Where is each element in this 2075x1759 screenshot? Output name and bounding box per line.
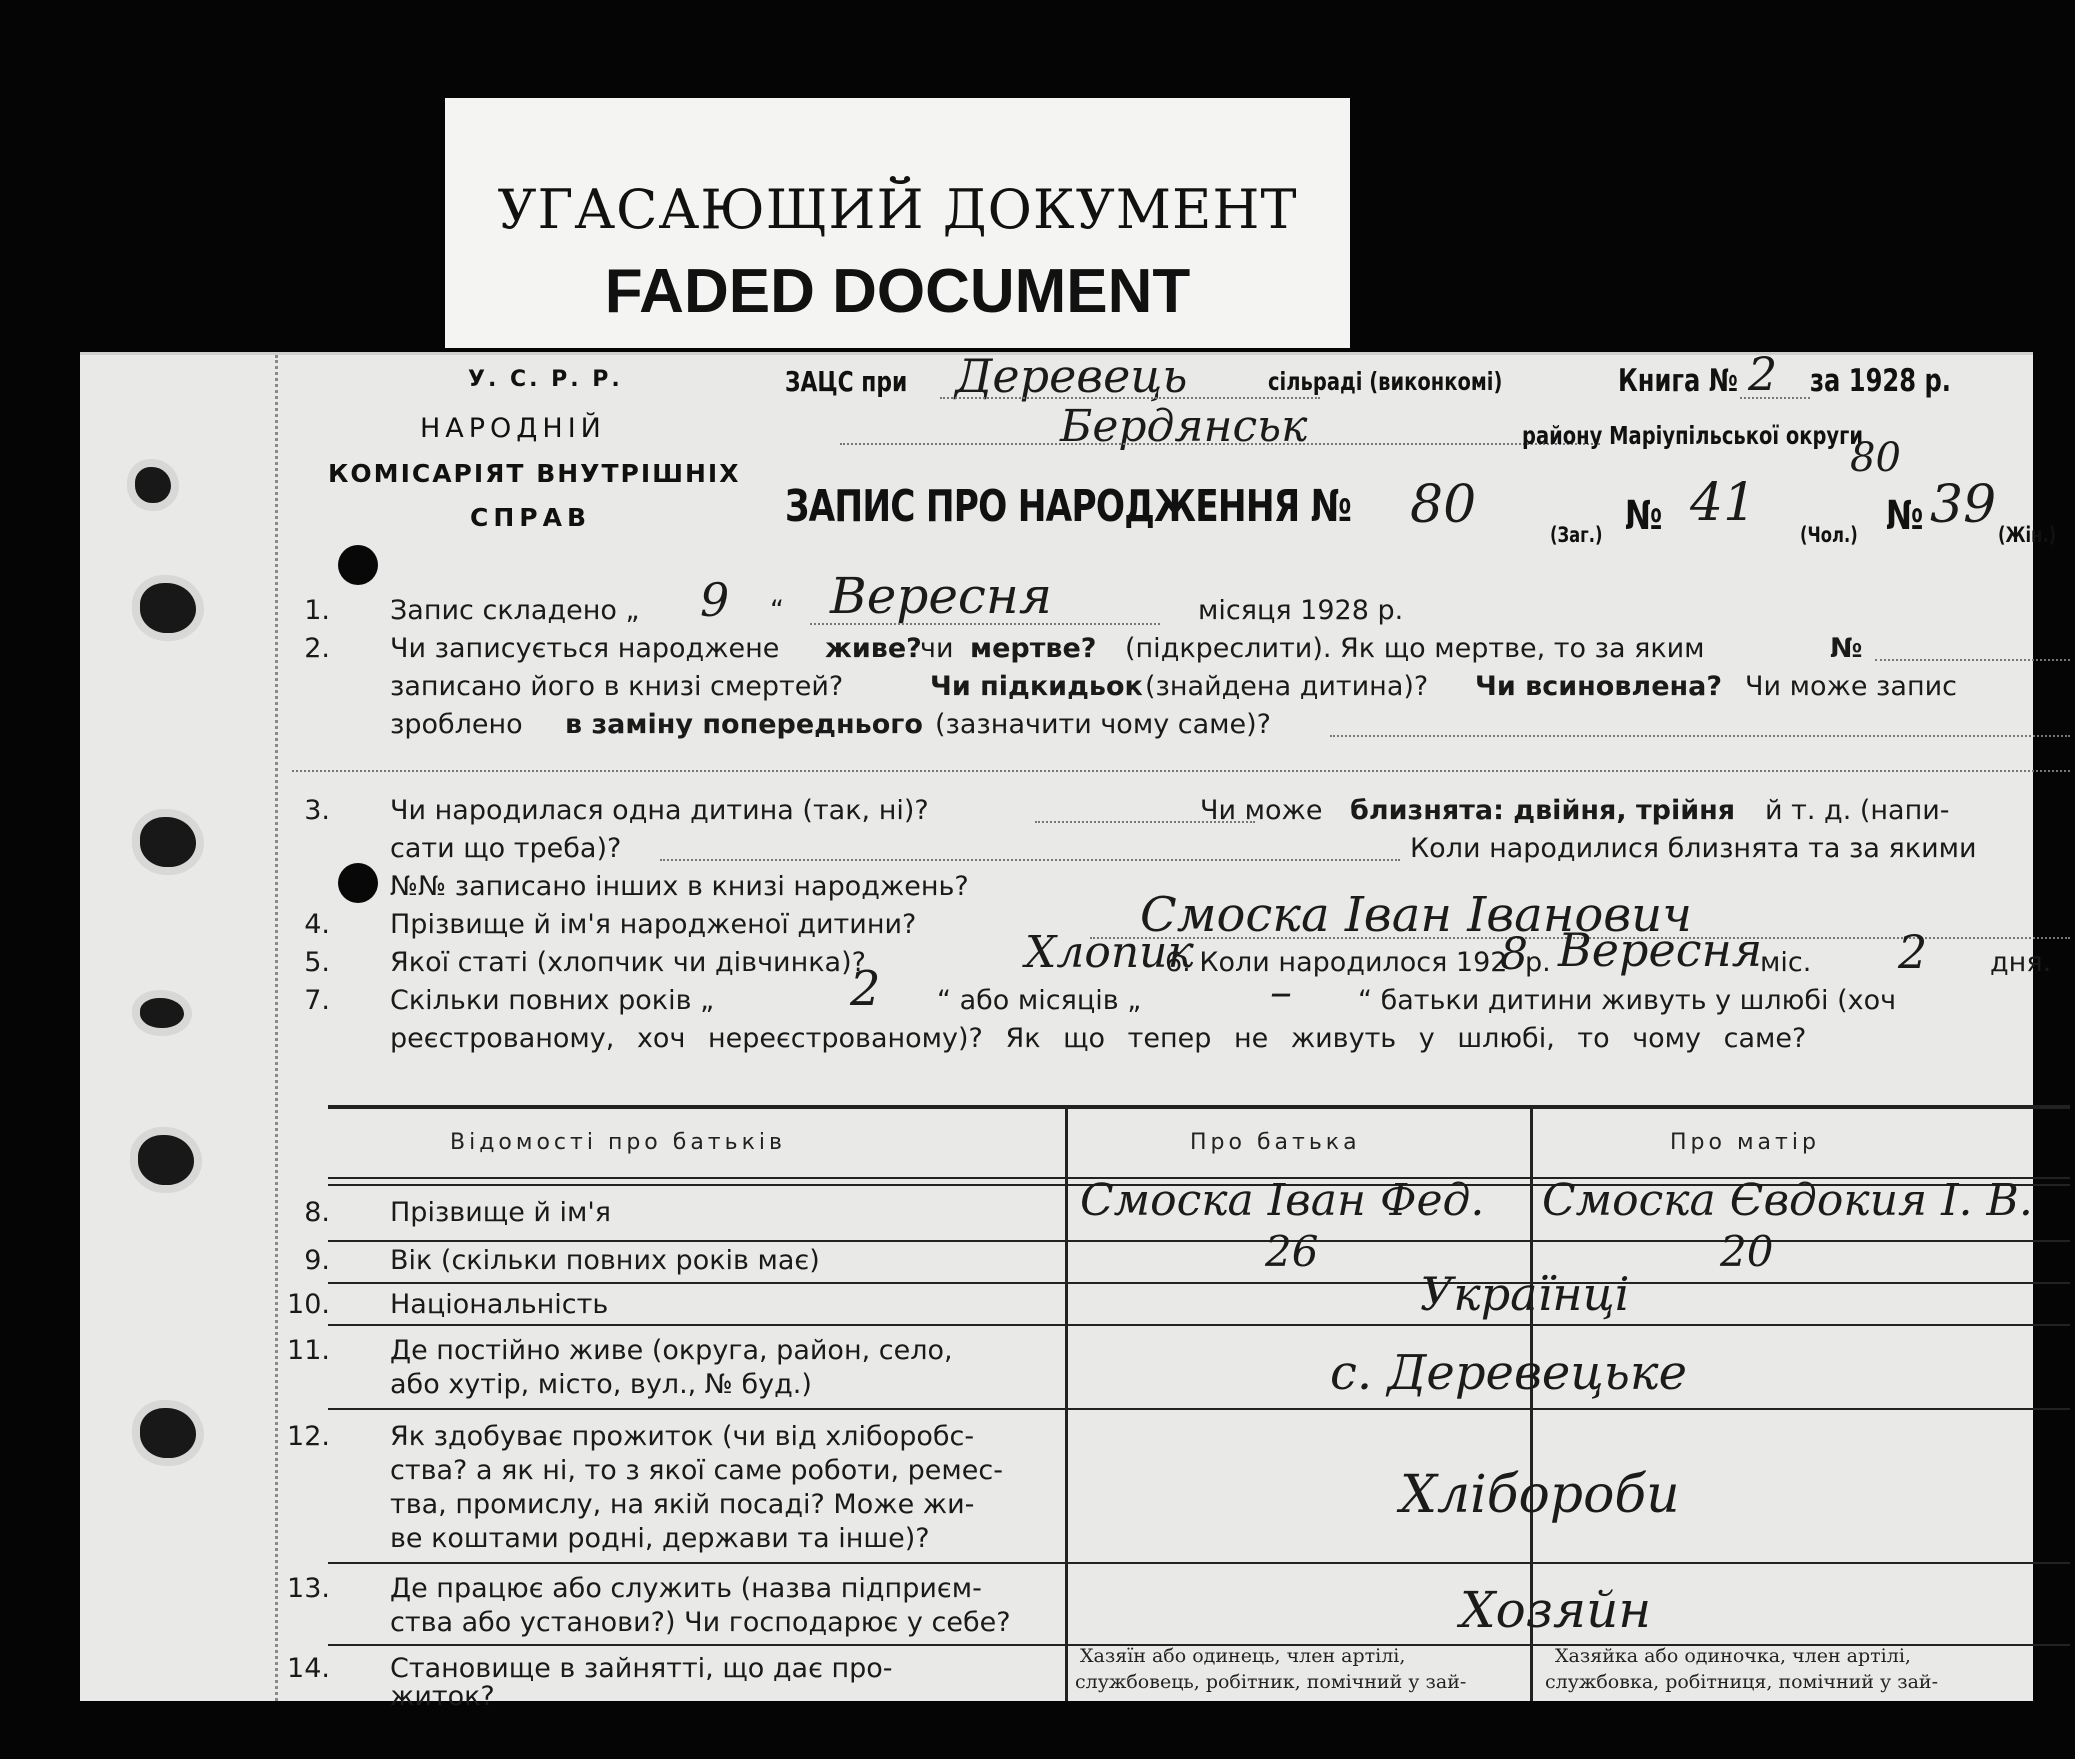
label-russian: УГАСАЮЩИЙ ДОКУМЕНТ: [497, 178, 1298, 241]
row-12-label-2: ства? а як ні, то з якої саме роботи, ремес-: [390, 1455, 1003, 1486]
commissariat-line-1: НАРОДНІЙ: [420, 413, 606, 444]
row-14-label-2: житок?: [390, 1681, 495, 1712]
father-age-handwritten: 26: [1265, 1227, 1319, 1276]
commissariat-line-3: СПРАВ: [470, 503, 591, 532]
father-name-handwritten: Смоска Іван Фед.: [1080, 1175, 1485, 1226]
q5-text: Якої статі (хлопчик чи дівчинка)?: [390, 947, 866, 978]
q2-number: 2.: [304, 633, 330, 664]
table-header-parents: Відомості про батьків: [450, 1130, 786, 1155]
q1-suffix: місяця 1928 р.: [1198, 595, 1404, 626]
q2-line1-a: Чи записується народжене: [390, 633, 780, 664]
republic-label: У. С. Р. Р.: [468, 367, 623, 392]
q6-day-suffix: дня.: [1990, 947, 2052, 978]
district-handwritten: Бердянськ: [1060, 401, 1308, 452]
male-number-handwritten: 41: [1690, 473, 1757, 533]
table-header-father: Про батька: [1190, 1130, 1361, 1155]
row-9-number: 9.: [304, 1245, 330, 1276]
row-12-number: 12.: [287, 1421, 330, 1452]
q7-line1-a: Скільки повних років „: [390, 985, 715, 1016]
q2-line2-e: Чи може запис: [1745, 671, 1957, 702]
q2-no-sign: №: [1830, 633, 1863, 664]
q3-blank-2: [660, 859, 1400, 861]
q3-line2-a: сати що треба)?: [390, 833, 622, 864]
q6-month-handwritten: Вересня: [1558, 923, 1763, 977]
q7-number: 7.: [304, 985, 330, 1016]
q6-day-handwritten: 2: [1898, 925, 1928, 979]
nationality-handwritten: Українці: [1420, 1267, 1630, 1321]
q4-child-name-handwritten: Смоска Іван Іванович: [1140, 887, 1692, 943]
row-rule: [328, 1324, 2070, 1326]
q1-day-handwritten: 9: [700, 573, 730, 627]
female-label: (Жін.): [1998, 523, 2057, 547]
q1-blank: [810, 623, 1160, 625]
q1-month-handwritten: Вересня: [830, 567, 1052, 625]
q6-year-suffix: р.: [1525, 947, 1551, 978]
q3-line1-b: Чи може: [1200, 795, 1323, 826]
commissariat-line-2: КОМІСАРІЯТ ВНУТРІШНІХ: [328, 459, 741, 488]
row-13-number: 13.: [287, 1573, 330, 1604]
q7-years-handwritten: 2: [850, 961, 881, 1017]
female-number-handwritten: 39: [1930, 475, 1997, 535]
binding-tear: [140, 1408, 196, 1458]
q4-number: 4.: [304, 909, 330, 940]
occupation-handwritten: Хлібороби: [1400, 1465, 1680, 1525]
q3-line3-a: №№ записано інших в книзі народжень?: [390, 871, 969, 902]
q2-line2-c: (знайдена дитина)?: [1145, 671, 1429, 702]
mother-age-handwritten: 20: [1720, 1227, 1774, 1276]
q2-line1-e: (підкреслити). Як що мертве, то за яким: [1125, 633, 1705, 664]
mother-status-note-2: службовка, робітниця, помічний у зай-: [1545, 1671, 1939, 1693]
q5-number: 5.: [304, 947, 330, 978]
year-label: за 1928 р.: [1810, 363, 1951, 399]
row-14-label-1: Становище в зайнятті, що дає про-: [390, 1653, 893, 1684]
female-no-sign: №: [1886, 493, 1924, 539]
punch-hole: [338, 863, 378, 903]
record-title: ЗАПИС ПРО НАРОДЖЕННЯ №: [785, 481, 1352, 532]
binding-tear: [140, 817, 196, 867]
q2-line2-a: записано його в книзі смертей?: [390, 671, 844, 702]
male-no-sign: №: [1625, 493, 1663, 539]
birth-record-form: [80, 347, 2057, 1712]
row-9-label: Вік (скільки повних років має): [390, 1245, 820, 1276]
q1-text: Запис складено „: [390, 595, 640, 626]
q2-replacement: в заміну попереднього: [565, 709, 923, 740]
margin-number-handwritten: 80: [1850, 435, 1901, 481]
village-handwritten: Деревець: [955, 349, 1188, 403]
q2-or: чи: [920, 633, 954, 664]
residence-handwritten: с. Деревецьке: [1330, 1345, 1687, 1401]
row-rule: [328, 1282, 2070, 1284]
mother-status-note-1: Хазяйка або одиночка, член артілі,: [1555, 1645, 1911, 1667]
district-blank: [840, 443, 1600, 445]
table-header-mother: Про матір: [1670, 1130, 1820, 1155]
book-number-handwritten: 2: [1748, 347, 1778, 401]
punch-hole: [338, 545, 378, 585]
binding-tear: [138, 1135, 194, 1185]
father-status-note-1: Хазяїн або одинець, член артілі,: [1080, 1645, 1406, 1667]
q2-blank-2: [1330, 735, 2070, 737]
row-10-number: 10.: [287, 1289, 330, 1320]
row-rule: [328, 1562, 2070, 1564]
row-11-label-1: Де постійно живе (округа, район, село,: [390, 1335, 953, 1366]
row-12-label-4: ве коштами родні, держави та інше)?: [390, 1523, 930, 1554]
q3-line1-d: й т. д. (напи-: [1765, 795, 1950, 826]
q3-number: 3.: [304, 795, 330, 826]
q5-sex-handwritten: Хлопик: [1025, 927, 1194, 978]
q6-month-suffix: міс.: [1760, 947, 1812, 978]
q6-text: 6. Коли народилося 192: [1165, 947, 1508, 978]
q2-blank-1: [1875, 659, 2070, 661]
q3-line2-b: Коли народилися близнята та за якими: [1410, 833, 1977, 864]
q6-year-handwritten: 8: [1500, 929, 1528, 980]
row-12-label-1: Як здобуває прожиток (чи від хліборобс-: [390, 1421, 975, 1452]
row-11-number: 11.: [287, 1335, 330, 1366]
row-14-number: 14.: [287, 1653, 330, 1684]
perforation-line: [275, 355, 278, 1701]
q7-line1-b: “ або місяців „: [937, 985, 1142, 1016]
book-label: Книга №: [1618, 363, 1738, 399]
faded-document-label: [445, 98, 1350, 348]
total-number-handwritten: 80: [1410, 475, 1477, 535]
binding-tear: [135, 467, 171, 503]
q7-line1-c: “ батьки дитини живуть у шлюбі (хоч: [1358, 985, 1897, 1016]
q3-twins: близнята: двійня, трійня: [1350, 795, 1736, 826]
q2-line3-a: зроблено: [390, 709, 523, 740]
village-blank: [940, 397, 1320, 399]
q2-foundling: Чи підкидьок: [930, 671, 1143, 702]
q1-close-quote: “: [770, 595, 784, 626]
row-12-label-3: тва, промислу, на якій посаді? Може жи-: [390, 1489, 975, 1520]
q1-number: 1.: [304, 595, 330, 626]
row-8-label: Прізвище й ім'я: [390, 1197, 612, 1228]
row-8-number: 8.: [304, 1197, 330, 1228]
zags-prefix: ЗАЦС при: [785, 365, 908, 398]
row-11-label-2: або хутір, місто, вул., № буд.): [390, 1369, 812, 1400]
q2-line3-c: (зазначити чому саме)?: [935, 709, 1271, 740]
q4-text: Прізвище й ім'я народженої дитини?: [390, 909, 917, 940]
q7-line2: реєстрованому, хоч нереєстрованому)? Як що тепер не живуть у шлюбі, то чому саме?: [390, 1023, 1807, 1054]
q2-dead: мертве?: [970, 633, 1097, 664]
binding-tear: [140, 998, 184, 1028]
male-label: (Чол.): [1800, 523, 1858, 547]
table-col-divider-1: [1065, 1107, 1068, 1701]
q2-blank-3: [292, 770, 2070, 772]
zags-council: сільраді (виконкомі): [1268, 367, 1503, 396]
mother-name-handwritten: Смоска Євдокия І. В.: [1542, 1175, 2033, 1226]
q2-alive: живе?: [825, 633, 922, 664]
workplace-handwritten: Хозяйн: [1460, 1581, 1652, 1639]
table-top-rule: [328, 1105, 2070, 1109]
row-10-label: Національність: [390, 1289, 609, 1320]
binding-tear: [140, 583, 196, 633]
q2-adopted: Чи всиновлена?: [1475, 671, 1723, 702]
row-rule: [328, 1240, 2070, 1242]
q3-line1-a: Чи народилася одна дитина (так, ні)?: [390, 795, 929, 826]
book-blank: [1740, 397, 1810, 399]
row-rule: [328, 1408, 2070, 1410]
q7-months-handwritten: –: [1270, 967, 1292, 1018]
total-label: (Заг.): [1550, 523, 1603, 547]
father-status-note-2: службовець, робітник, помічний у зай-: [1075, 1671, 1467, 1693]
row-13-label-2: ства або установи?) Чи господарює у себе?: [390, 1607, 1011, 1638]
row-13-label-1: Де працює або служить (назва підприєм-: [390, 1573, 982, 1604]
label-english: FADED DOCUMENT: [604, 257, 1191, 326]
district-label: району Маріупільської округи: [1522, 421, 1863, 450]
